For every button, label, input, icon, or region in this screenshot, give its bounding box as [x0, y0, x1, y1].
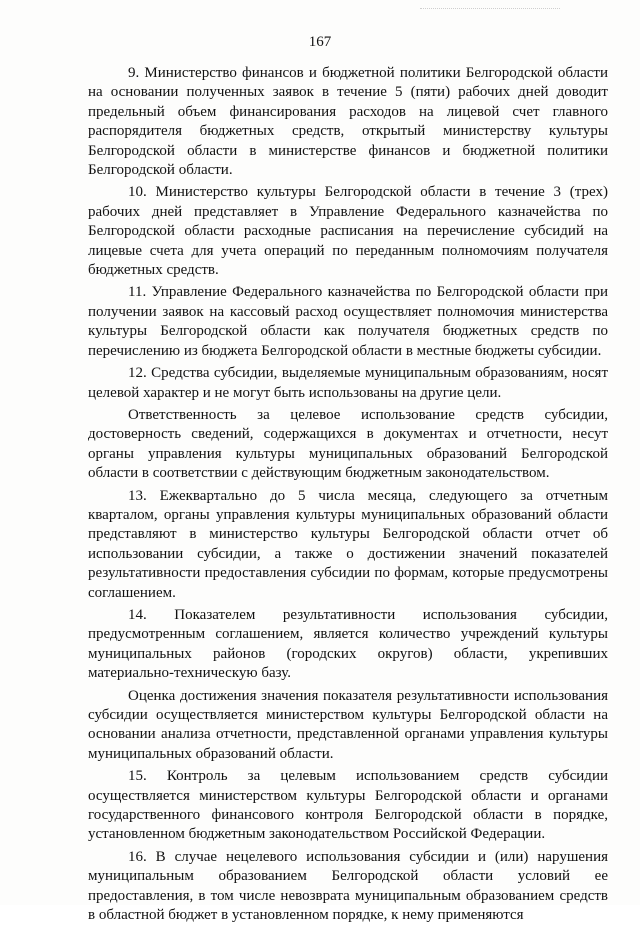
paragraph-16: 16. В случае нецелевого использования субсидии и (или) нарушения муниципальным образованием Белгородской области условий ее предоставления, в том числе невозврата муниципальным образованием средств в областной бюджет в установленном порядке, к нему применяются: [88, 848, 608, 924]
scan-artifact: [420, 8, 560, 17]
document-body: [88, 64, 608, 925]
paragraph-9: 9. Министерство финансов и бюджетной политики Белгородской области на основании полученных заявок в течение 5 (пяти) рабочих дней доводит предельный объем финансирования расходов на лицевой счет главного распорядителя бюджетных средств, открытый министерству культуры Белгородской области в министерстве финансов и бюджетной политики Белгородской области.: [88, 65, 608, 179]
page-number: 167: [308, 34, 332, 50]
paragraph-11: 11. Управление Федерального казначейства по Белгородской области при получении заявок на кассовый расход осуществляет полномочия министерства культуры Белгородской области как получателя бюджетных средств по перечислению из бюджета Белгородской области в местные бюджеты субсидии.: [88, 284, 608, 359]
paragraph-15: 15. Контроль за целевым использованием средств субсидии осуществляется министерством культуры Белгородской области и органами государственного финансового контроля Белгородской области в порядке, установленном бюджетным законодательством Российской Федерации.: [88, 768, 608, 843]
paragraph-10: 10. Министерство культуры Белгородской области в течение 3 (трех) рабочих дней представляет в Управление Федерального казначейства по Белгородской области расходные расписания на перечисление субсидий на лицевые счета для учета операций по переданным полномочиям получателя бюджетных средств.: [88, 184, 608, 279]
paragraph-14: 14. Показателем результативности использования субсидии, предусмотренным соглашением, является количество учреждений культуры муниципальных районов (городских округов) области, укрепивших материально-техническую базу.: [88, 606, 608, 682]
paragraph-evaluation: Оценка достижения значения показателя результативности использования субсидии осуществляется министерством культуры Белгородской области на основании анализа отчетности, представленной органами управления культуры муниципальных образований области.: [88, 687, 608, 762]
paragraph-responsibility: Ответственность за целевое использование средств субсидии, достоверность сведений, содержащихся в документах и отчетности, несут органы управления культуры муниципальных образований Белгородской области в соответствии с действующим бюджетным законодательством.: [88, 406, 608, 482]
paragraph-12: 12. Средства субсидии, выделяемые муниципальным образованиям, носят целевой характер и не могут быть использованы на другие цели.: [88, 365, 608, 401]
paragraph-13: 13. Ежеквартально до 5 числа месяца, следующего за отчетным кварталом, органы управления культуры муниципальных образований области представляют в министерство культуры Белгородской области отчет об использовании субсидии, а также о достижении значений показателей результативности предоставления субсидии по формам, которые предусмотрены соглашением.: [88, 487, 608, 601]
